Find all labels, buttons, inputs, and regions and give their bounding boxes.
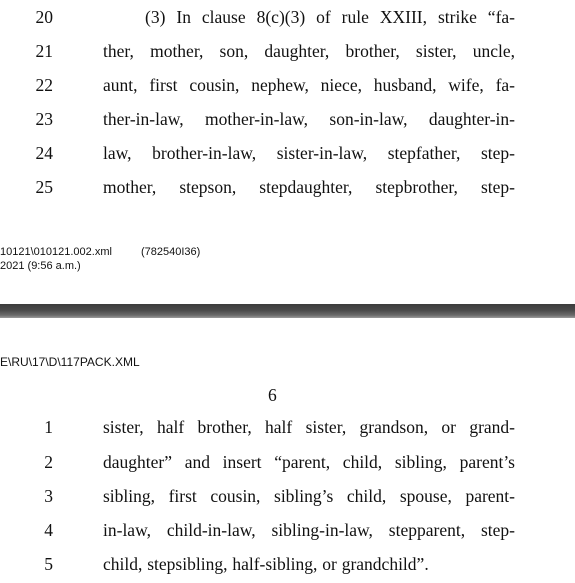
text-line	[0, 513, 575, 547]
text-line	[0, 410, 575, 444]
line-text: (3) In clause 8(c)(3) of rule XXIII, strike “fa-	[145, 7, 515, 27]
line-number: 22	[35, 75, 53, 95]
text-line	[0, 0, 575, 34]
text-line	[0, 547, 575, 581]
line-text: daughter” and insert “parent, child, sibling, parent’s	[103, 452, 515, 472]
text-line	[0, 102, 575, 136]
line-number: 20	[35, 7, 53, 27]
header-file-path: E\RU\17\D\117PACK.XML	[0, 355, 140, 369]
line-number: 5	[44, 554, 53, 574]
text-line	[0, 68, 575, 102]
line-text: mother, stepson, stepdaughter, stepbrother, step-	[103, 177, 515, 197]
line-number: 23	[35, 109, 53, 129]
line-text: sister, half brother, half sister, grandson, or grand-	[103, 417, 515, 437]
line-text: sibling, first cousin, sibling’s child, spouse, parent-	[103, 486, 515, 506]
text-line	[0, 136, 575, 170]
line-number: 21	[35, 41, 53, 61]
line-text: aunt, first cousin, nephew, niece, husband, wife, fa-	[103, 75, 515, 95]
line-number: 1	[44, 417, 53, 437]
document-page-bottom	[0, 318, 575, 583]
line-number: 2	[44, 452, 53, 472]
line-text: ther-in-law, mother-in-law, son-in-law, daughter-in-	[103, 109, 515, 129]
line-number: 24	[35, 143, 53, 163]
text-line	[0, 445, 575, 479]
line-text: law, brother-in-law, sister-in-law, stepfather, step-	[103, 143, 515, 163]
footer-reference: (782540I36)	[141, 246, 201, 258]
footer-date: 2021 (9:56 a.m.)	[0, 260, 81, 272]
line-text: child, stepsibling, half-sibling, or grandchild”.	[103, 554, 429, 574]
page-separator	[0, 304, 575, 318]
page-number: 6	[268, 385, 277, 405]
text-line	[0, 479, 575, 513]
text-line	[0, 34, 575, 68]
footer-file-path: 10121\010121.002.xml	[0, 246, 112, 258]
line-text: in-law, child-in-law, sibling-in-law, stepparent, step-	[103, 520, 515, 540]
text-line	[0, 170, 575, 204]
line-number: 3	[44, 486, 53, 506]
line-number: 4	[44, 520, 53, 540]
line-text: ther, mother, son, daughter, brother, sister, uncle,	[103, 41, 515, 61]
line-number: 25	[35, 177, 53, 197]
